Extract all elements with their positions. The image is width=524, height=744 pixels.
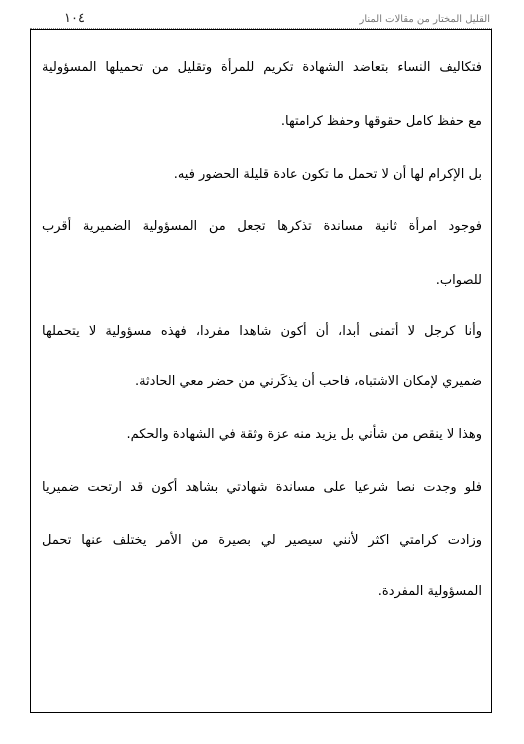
text-line-4: فوجود امرأة ثانية مساندة تذكرها تجعل من المسؤولية الضميرية أقرب <box>42 219 482 234</box>
page-number: ١٠٤ <box>64 11 85 26</box>
text-line-5: للصواب. <box>435 273 482 288</box>
text-line-3: بل الإكرام لها أن لا تحمل ما تكون عادة قليلة الحضور فيه. <box>173 167 482 182</box>
text-line-8: وهذا لا ينقص من شأني بل يزيد منه عزة وثقة في الشهادة والحكم. <box>126 427 482 442</box>
running-title: القليل المختار من مقالات المنار <box>359 14 490 25</box>
text-line-7: ضميري لإمكان الاشتباه، فاحب أن يذكَرني من حضر معي الحادثة. <box>134 374 482 389</box>
page-header <box>30 10 492 30</box>
text-line-2: مع حفظ كامل حقوقها وحفظ كرامتها. <box>280 114 482 129</box>
text-line-11: المسؤولية المفردة. <box>377 584 482 599</box>
text-line-10: وزادت كرامتي اكثر لأنني سيصير لي بصيرة من الأمر يختلف عنها تحمل <box>42 533 482 548</box>
text-line-9: فلو وجدت نصا شرعيا على مساندة شهادتي بشاهد أكون قد ارتحت ضميريا <box>42 480 482 495</box>
text-line-6: وأنا كرجل لا أتمنى أبدا، أن أكون شاهدا مفردا، فهذه مسؤولية لا يتحملها <box>42 324 482 339</box>
text-line-1: فتكاليف النساء بتعاضد الشهادة تكريم للمرأة وتقليل من تحميلها المسؤولية <box>42 60 482 75</box>
